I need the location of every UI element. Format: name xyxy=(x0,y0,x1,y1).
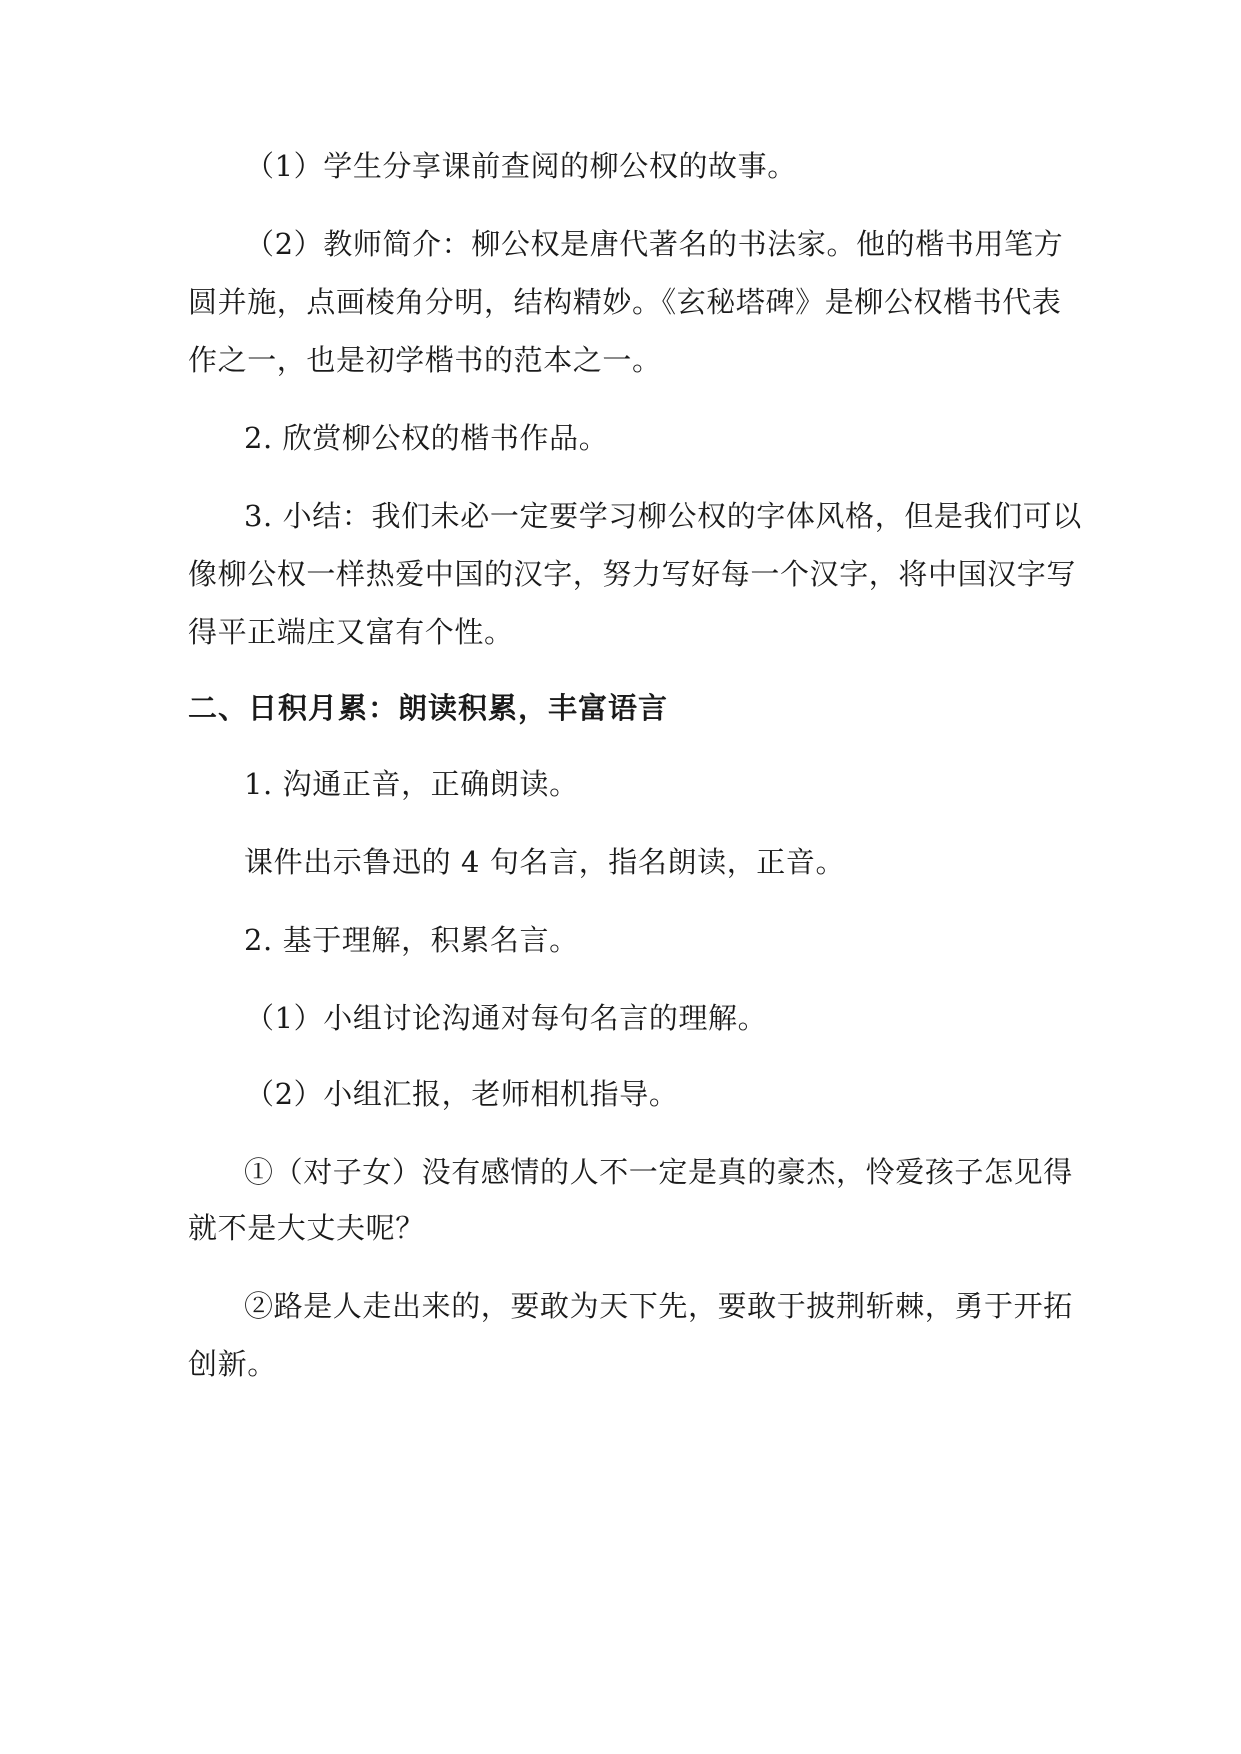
paragraph-line: （2）教师简介：柳公权是唐代著名的书法家。他的楷书用笔方 xyxy=(245,227,1064,261)
paragraph-line: 课件出示鲁迅的 4 句名言，指名朗读，正音。 xyxy=(244,845,846,879)
section-heading: 二、日积月累：朗读积累，丰富语言 xyxy=(188,691,669,725)
paragraph-line: （2）小组汇报，老师相机指导。 xyxy=(245,1077,679,1111)
paragraph-line: 2. 欣赏柳公权的楷书作品。 xyxy=(244,421,609,455)
paragraph-line: 圆并施，点画棱角分明，结构精妙。《玄秘塔碑》是柳公权楷书代表 xyxy=(188,285,1062,319)
paragraph-line: ①（对子女）没有感情的人不一定是真的豪杰，怜爱孩子怎见得 xyxy=(244,1155,1073,1189)
paragraph-line: 3. 小结：我们未必一定要学习柳公权的字体风格，但是我们可以 xyxy=(244,499,1082,533)
paragraph-line: ②路是人走出来的，要敢为天下先，要敢于披荆斩棘，勇于开拓 xyxy=(244,1289,1073,1323)
paragraph-line: 得平正端庄又富有个性。 xyxy=(188,615,514,649)
paragraph-line: （1）小组讨论沟通对每句名言的理解。 xyxy=(245,1001,768,1035)
paragraph-line: 1. 沟通正音，正确朗读。 xyxy=(244,767,579,801)
paragraph-line: （1）学生分享课前查阅的柳公权的故事。 xyxy=(245,149,797,183)
paragraph-line: 就不是大丈夫呢？ xyxy=(188,1211,425,1245)
paragraph-line: 2. 基于理解，积累名言。 xyxy=(244,923,579,957)
paragraph-line: 作之一，也是初学楷书的范本之一。 xyxy=(188,343,662,377)
paragraph-line: 像柳公权一样热爱中国的汉字，努力写好每一个汉字，将中国汉字写 xyxy=(188,557,1077,591)
paragraph-line: 创新。 xyxy=(188,1347,277,1381)
